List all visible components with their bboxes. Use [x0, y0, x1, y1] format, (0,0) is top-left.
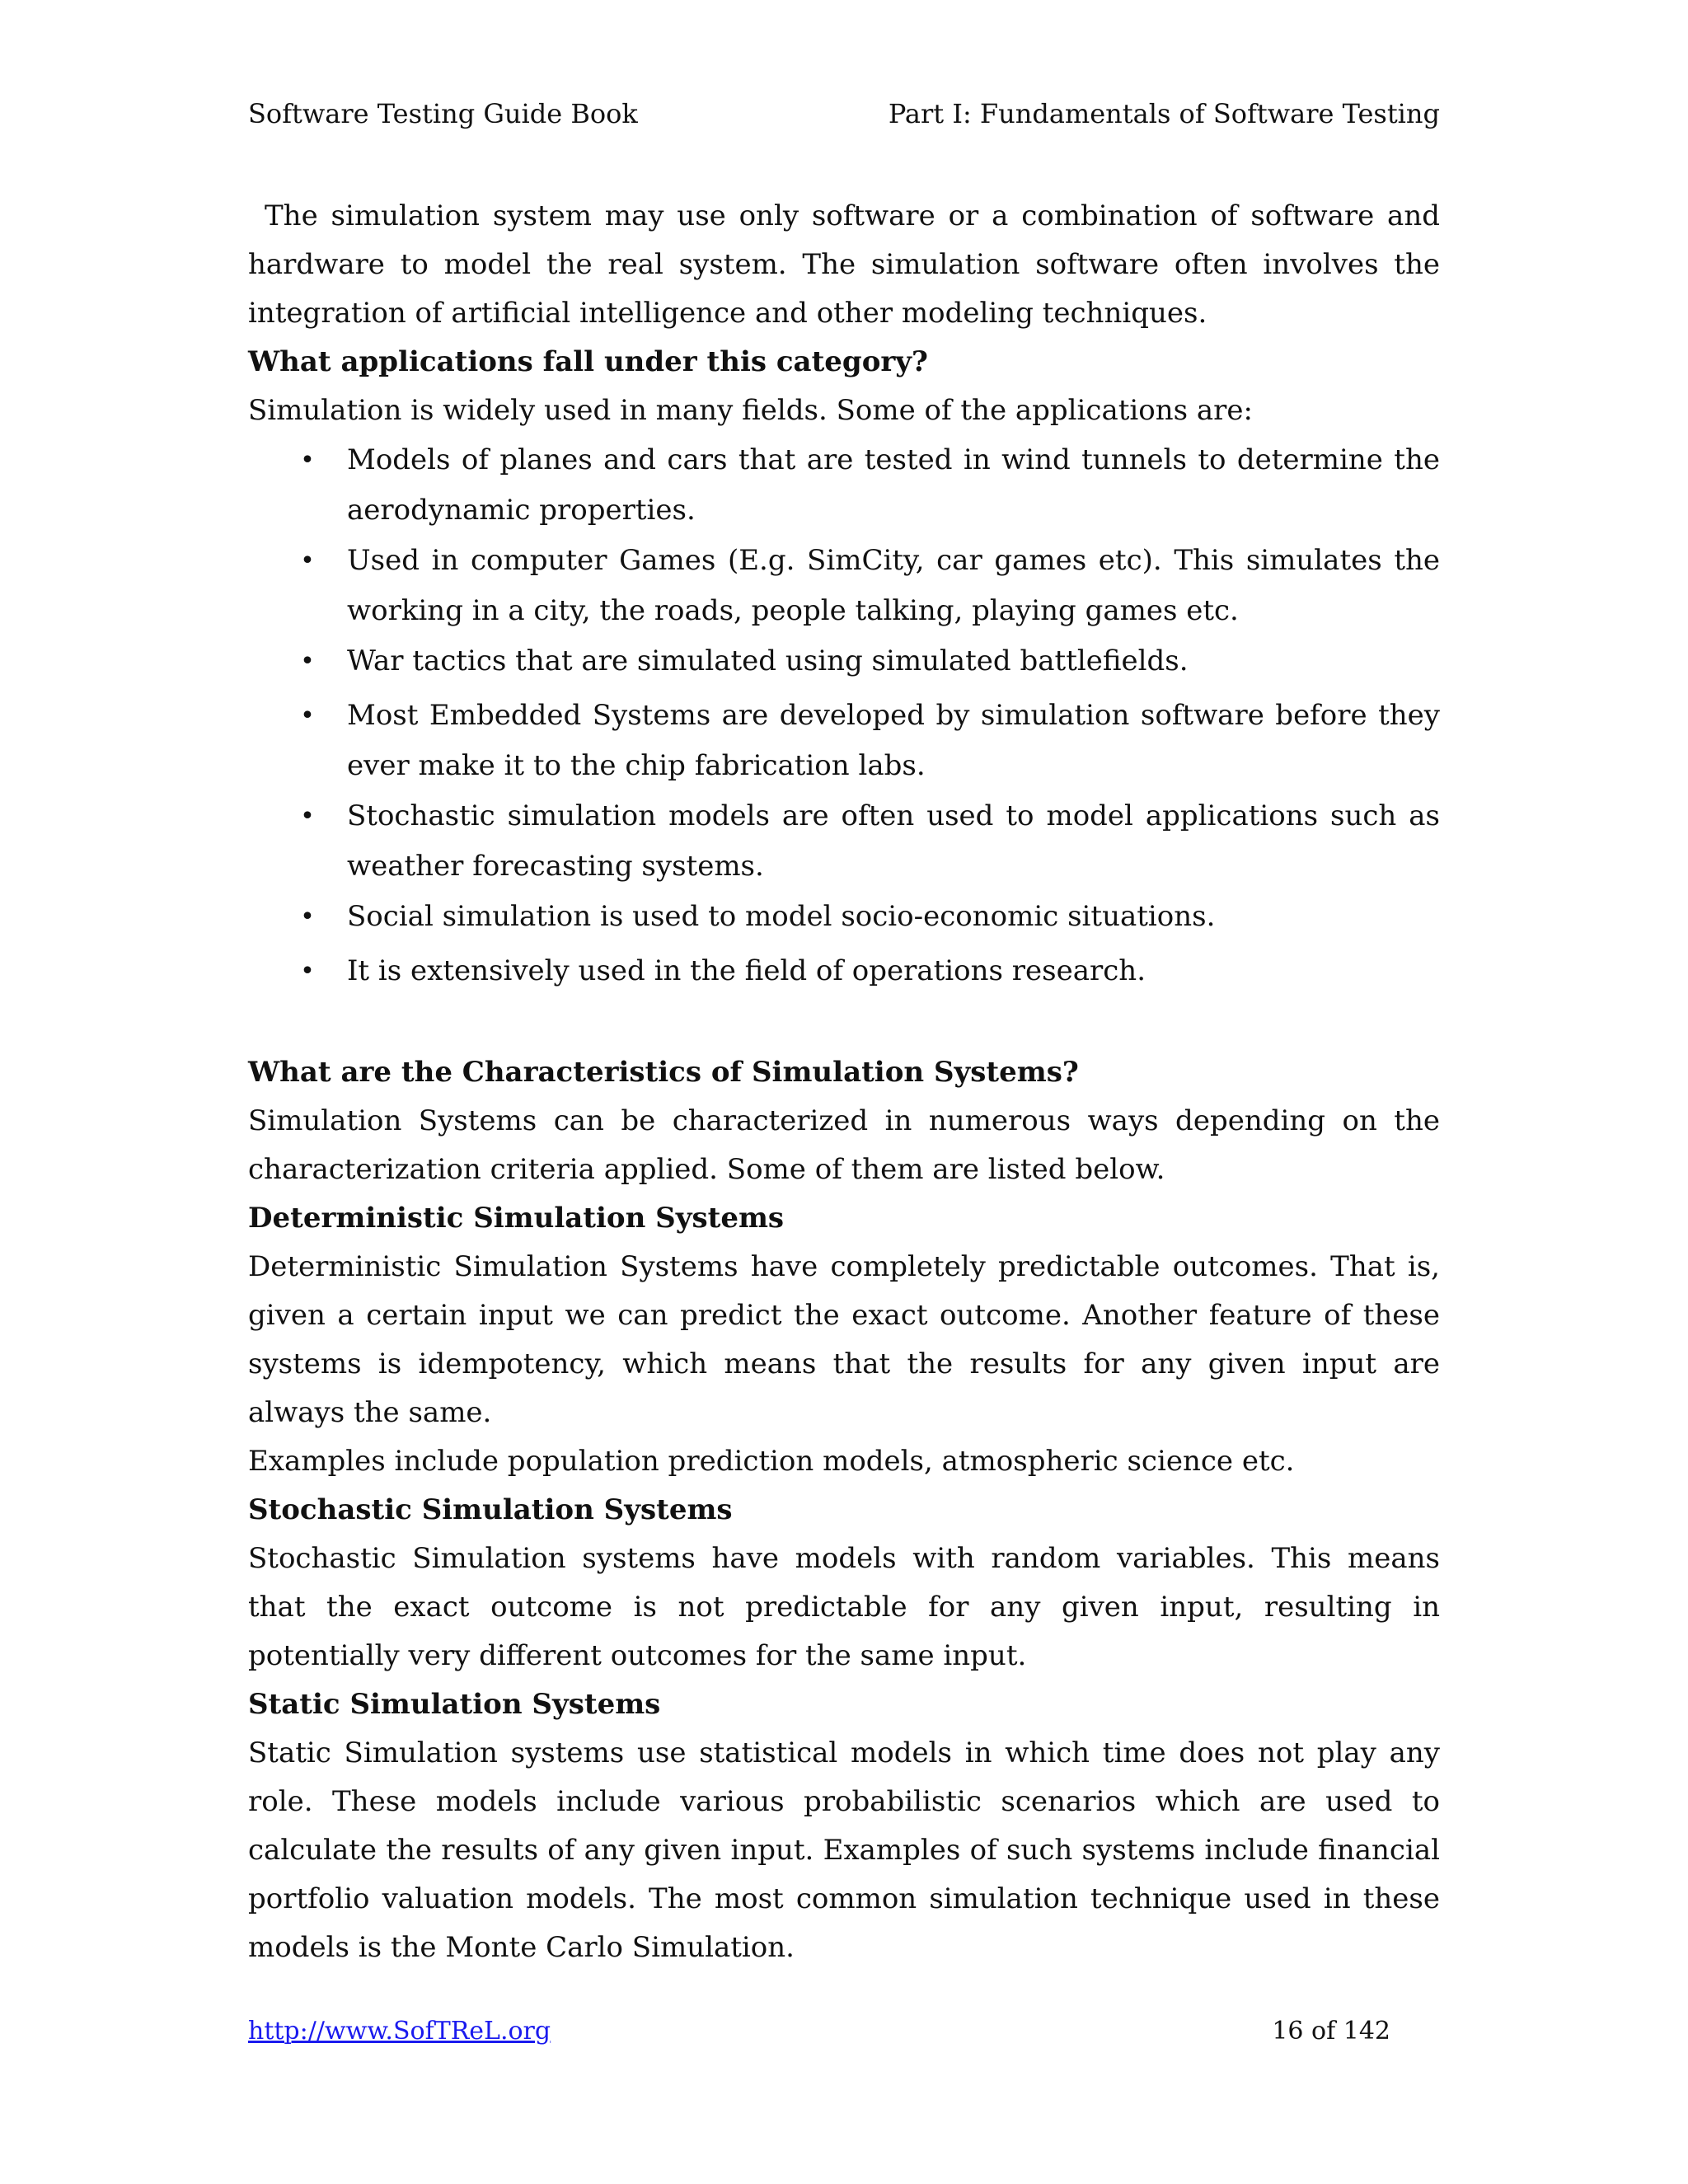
- applications-heading: What applications fall under this category?: [248, 345, 928, 378]
- list-item: [248, 636, 1440, 687]
- list-item-text: Most Embedded Systems are developed by simulation software before they ever make it to the chip fabrication labs.: [347, 699, 1440, 782]
- header-book-title: Software Testing Guide Book: [248, 98, 638, 129]
- list-item-text: Models of planes and cars that are tested in wind tunnels to determine the aerodynamic properties.: [347, 443, 1440, 527]
- list-item: [248, 946, 1440, 996]
- page-footer: [248, 2015, 1390, 2048]
- list-item-text: Used in computer Games (E.g. SimCity, car games etc). This simulates the working in a city, the roads, people talking, playing games etc.: [347, 544, 1440, 627]
- list-item: [248, 892, 1440, 942]
- bullet-icon: •: [300, 701, 315, 730]
- applications-lead: Simulation is widely used in many fields. Some of the applications are:: [248, 394, 1253, 427]
- list-item: [248, 435, 1440, 536]
- main-content: [248, 192, 1440, 1972]
- static-body: Static Simulation systems use statistical models in which time does not play any role. These models include various probabilistic scenarios which are used to calculate the results of any given input. Examples of such systems include financial portfolio valuation models. The most common simulation technique used in these models is the Monte Carlo Simulation.: [248, 1736, 1440, 1964]
- bullet-icon: •: [300, 957, 315, 986]
- characteristics-lead: Simulation Systems can be characterized in numerous ways depending on the characterization criteria applied. Some of them are listed below.: [248, 1104, 1440, 1186]
- static-heading: Static Simulation Systems: [248, 1688, 661, 1721]
- stochastic-body: Stochastic Simulation systems have models with random variables. This means that the exact outcome is not predictable for any given input, resulting in potentially very different outcomes for the same input.: [248, 1542, 1440, 1672]
- bullet-icon: •: [300, 802, 315, 831]
- list-item: [248, 536, 1440, 636]
- stochastic-heading: Stochastic Simulation Systems: [248, 1493, 733, 1526]
- bullet-icon: •: [300, 546, 315, 575]
- applications-list: [248, 435, 1440, 996]
- list-item-text: It is extensively used in the field of operations research.: [347, 954, 1146, 987]
- list-item: [248, 691, 1440, 791]
- list-item-text: Social simulation is used to model socio-economic situations.: [347, 900, 1216, 933]
- characteristics-heading: What are the Characteristics of Simulation Systems?: [248, 1056, 1079, 1089]
- footer-link[interactable]: http://www.SofTReL.org: [248, 2017, 551, 2046]
- intro-paragraph: The simulation system may use only software or a combination of software and hardware to model the real system. The simulation software often involves the integration of artificial intelligence and other modeling techniques.: [248, 199, 1440, 330]
- list-item-text: Stochastic simulation models are often used to model applications such as weather forecasting systems.: [347, 799, 1440, 883]
- header-part-title: Part I: Fundamentals of Software Testing: [888, 98, 1440, 129]
- deterministic-heading: Deterministic Simulation Systems: [248, 1202, 785, 1235]
- page-header: [248, 97, 1440, 130]
- list-item: [248, 791, 1440, 892]
- list-item-text: War tactics that are simulated using simulated battlefields.: [347, 644, 1189, 677]
- section-spacer: [248, 996, 1440, 1048]
- page-number: 16 of 142: [1272, 2017, 1390, 2046]
- bullet-icon: •: [300, 902, 315, 931]
- deterministic-body: Deterministic Simulation Systems have completely predictable outcomes. That is, given a certain input we can predict the exact outcome. Another feature of these systems is idempotency, which means that the results for any given input are always the same.: [248, 1250, 1440, 1429]
- deterministic-examples: Examples include population prediction models, atmospheric science etc.: [248, 1445, 1295, 1478]
- bullet-icon: •: [300, 647, 315, 676]
- bullet-icon: •: [300, 446, 315, 475]
